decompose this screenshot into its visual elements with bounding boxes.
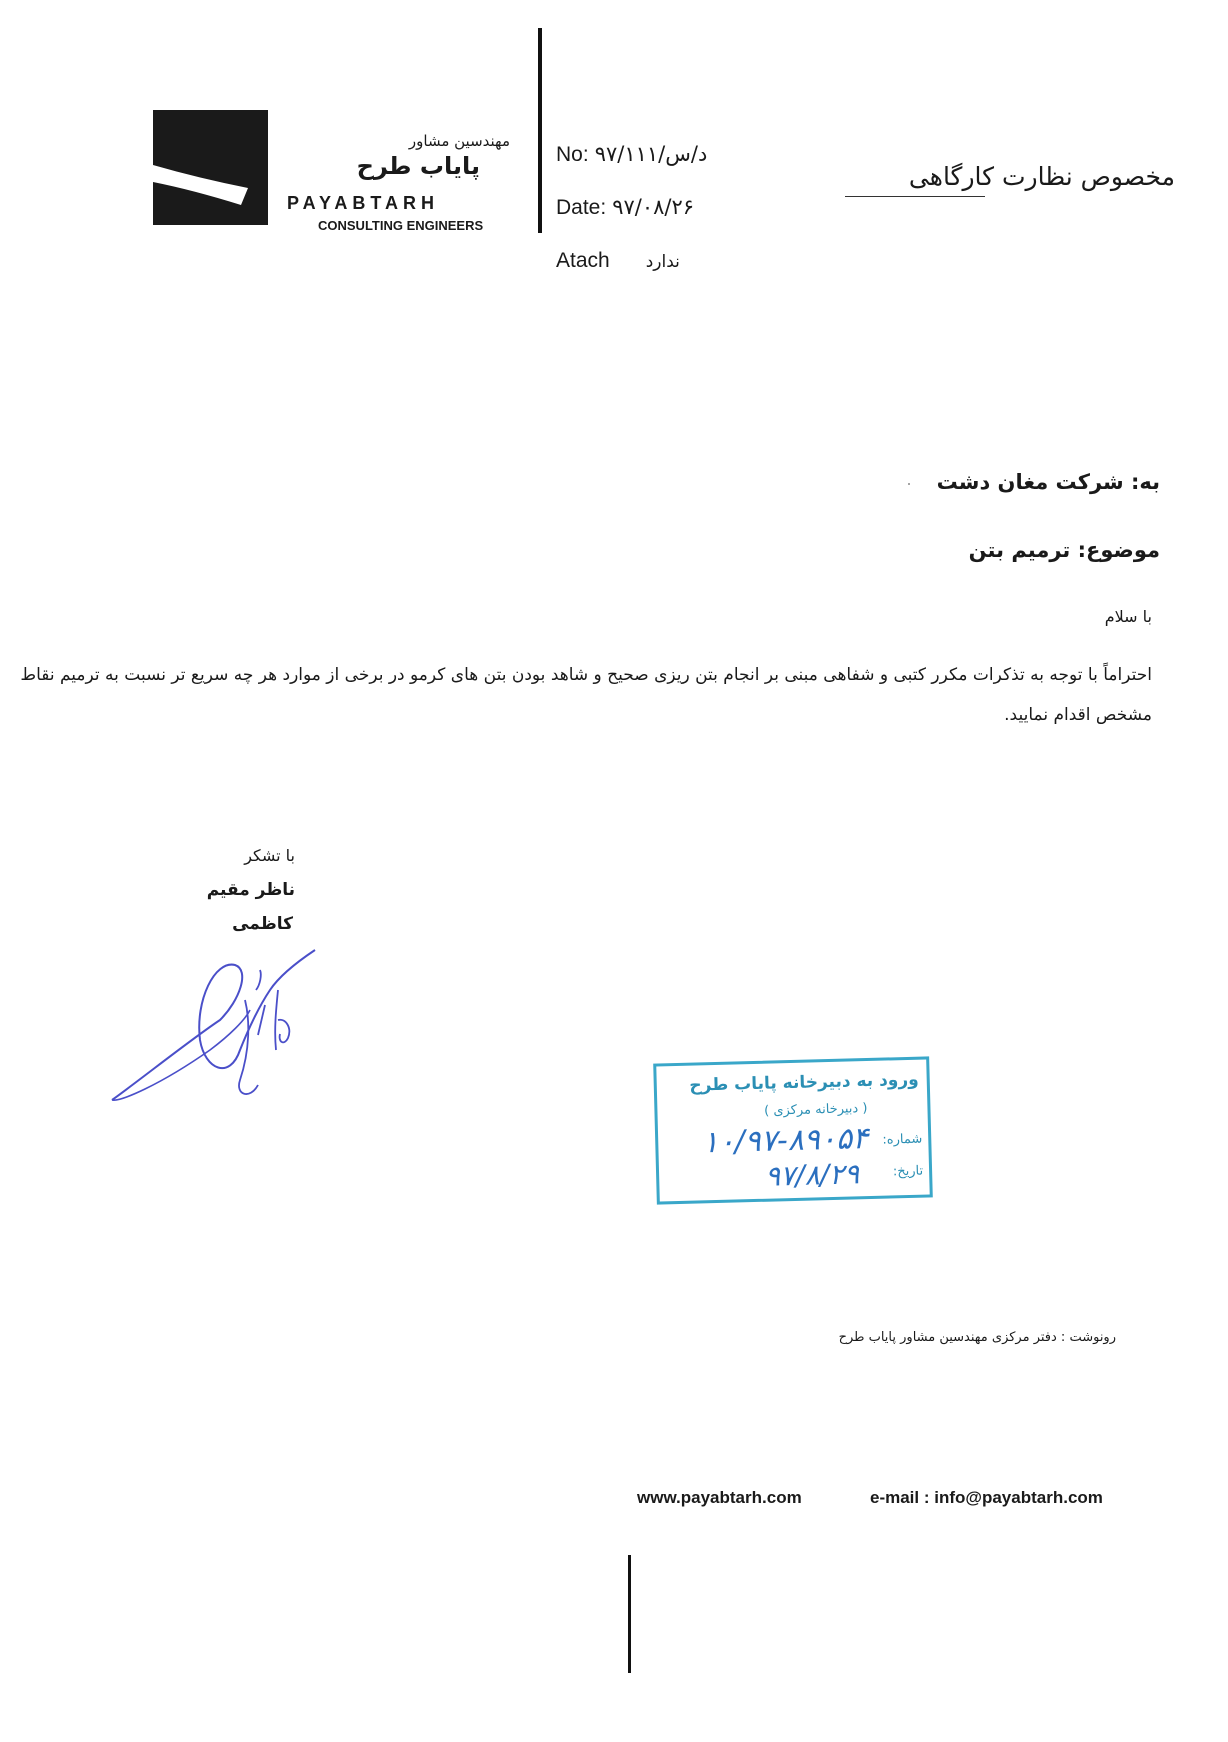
firm-small-label: مهندسین مشاور [408, 132, 510, 150]
firm-name-en: PAYABTARH [287, 193, 440, 213]
scan-speck [908, 483, 910, 485]
reference-date-label: Date: [556, 196, 607, 219]
firm-subtitle-en: CONSULTING ENGINEERS [318, 218, 484, 233]
stamp-date-label: تاریخ: [892, 1163, 924, 1180]
stamp-number-label: شماره: [882, 1131, 923, 1148]
reference-number [556, 142, 707, 167]
handwritten-signature-icon [100, 930, 330, 1110]
payabtarh-logo-icon [153, 110, 268, 225]
header-divider [538, 28, 542, 233]
stamp-date-value: ۹۷/۸/۲۹ [764, 1157, 860, 1193]
recipient-line: به: شرکت مغان دشت [936, 470, 1160, 494]
reference-attachment [556, 248, 680, 273]
reference-number-value: ۹۷/د/س/۱۱۱ [594, 142, 708, 166]
carbon-copy-line: رونوشت : دفتر مرکزی مهندسین مشاور پایاب طرح [838, 1330, 1116, 1345]
confidential-underline [845, 196, 985, 197]
reference-date-value: ۹۷/۰۸/۲۶ [612, 195, 695, 219]
reference-number-label: No: [556, 143, 589, 166]
greeting: با سلام [1104, 607, 1152, 626]
reference-attachment-value: ندارد [645, 252, 680, 272]
registration-stamp [653, 1056, 933, 1204]
reference-date [556, 195, 694, 220]
firm-name-fa: پایاب طرح [356, 152, 480, 180]
signer-title: ناظر مقیم [206, 880, 295, 900]
letter-body: احتراماً با توجه به تذکرات مکرر کتبی و شفاهی مبنی بر انجام بتن ریزی صحیح و شاهد بودن بتن های کرمو در برخی از موارد هر چه سریع تر نسبت به ترمیم نقاط مشخص اقدام نمایید. [20, 665, 1152, 725]
stamp-subheading: ( دبیرخانه مرکزی ) [763, 1101, 868, 1119]
closing-thanks: با تشکر [244, 846, 295, 865]
confidential-note: مخصوص نظارت کارگاهی [908, 162, 1175, 191]
reference-attachment-label: Atach [556, 249, 610, 272]
footer-email-link[interactable]: e-mail : info@payabtarh.com [870, 1488, 1103, 1507]
footer-divider [628, 1555, 631, 1673]
stamp-heading: ورود به دبیرخانه پایاب طرح [689, 1069, 919, 1096]
subject-line: موضوع: ترمیم بتن [968, 538, 1160, 562]
stamp-number-value: ۱۰/۹۷-۸۹۰۵۴ [701, 1121, 869, 1161]
footer-website-link[interactable]: www.payabtarh.com [637, 1488, 802, 1507]
signer-name: کاظمی [232, 914, 293, 934]
